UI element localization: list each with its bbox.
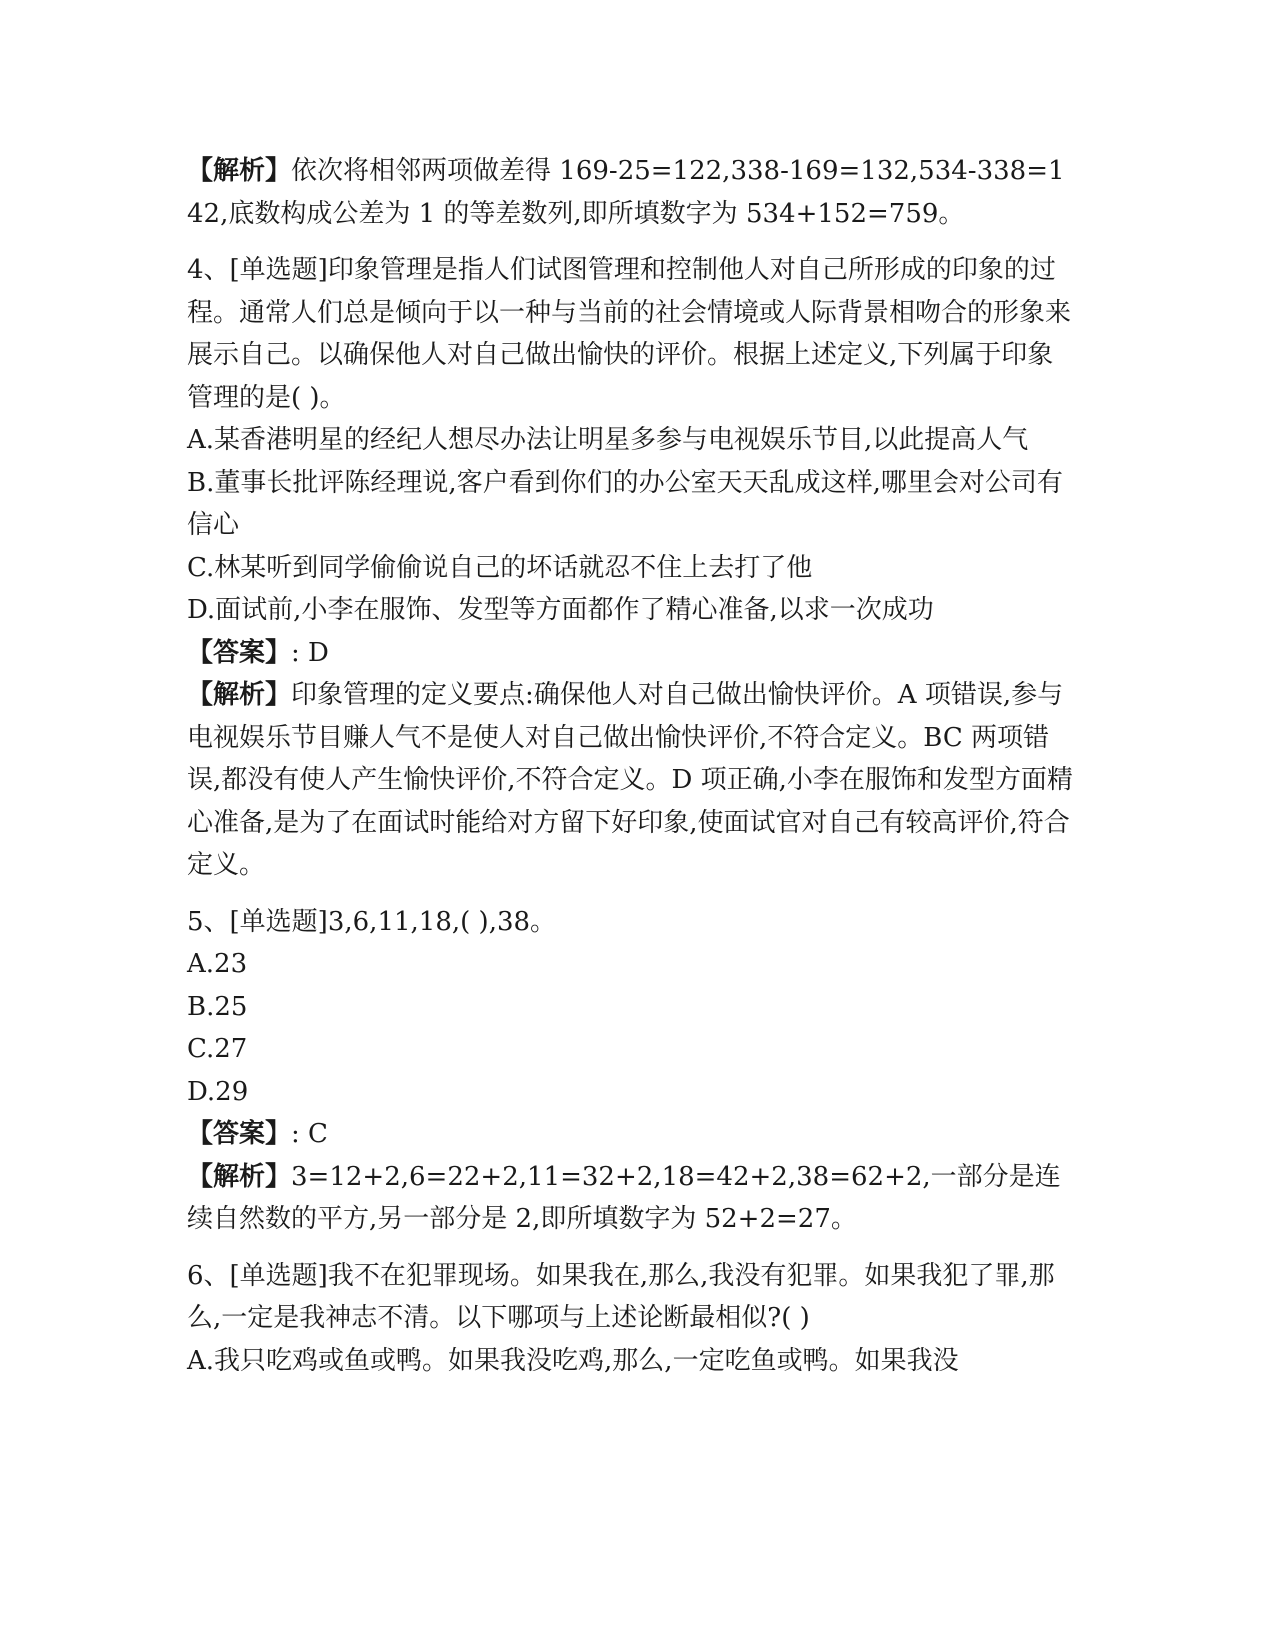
question-4-option-c: C.林某听到同学偷偷说自己的坏话就忍不住上去打了他: [187, 552, 813, 583]
analysis-label: 【解析】: [187, 1161, 292, 1192]
analysis-label: 【解析】: [187, 156, 292, 186]
question-4-option-a: A.某香港明星的经纪人想尽办法让明星多参与电视娱乐节目,以此提高人气: [187, 425, 1029, 455]
spacer: [187, 235, 1077, 249]
question-5-stem: 5、[单选题]3,6,11,18,( ),38。: [187, 906, 557, 937]
analysis-text: 依次将相邻两项做差得 169-25=122,338-169=132,534-338=142,底数构成公差为 1 的等差数列,即所填数字为 534+152=759。: [187, 156, 1065, 229]
analysis-text: 3=12+2,6=22+2,11=32+2,18=42+2,38=62+2,一部分是连续自然数的平方,另一部分是 2,即所填数字为 52+2=27。: [187, 1161, 1061, 1234]
question-4-stem: 4、[单选题]印象管理是指人们试图管理和控制他人对自己所形成的印象的过程。通常人们总是倾向于以一种与当前的社会情境或人际背景相吻合的形象来展示自己。以确保他人对自己做出愉快的评价。根据上述定义,下列属于印象管理的是( )。: [187, 255, 1072, 413]
question-6: [187, 1255, 1077, 1383]
answer-label: 【答案】: [187, 1119, 292, 1149]
answer-text: : D: [291, 637, 329, 668]
question-5-answer: [187, 1113, 1077, 1156]
question-4-option-d: D.面试前,小李在服饰、发型等方面都作了精心准备,以求一次成功: [187, 595, 934, 625]
spacer: [187, 887, 1077, 901]
question-4-answer: [187, 632, 1077, 675]
document-page: [187, 150, 1077, 1382]
question-5-option-d: D.29: [187, 1076, 249, 1107]
question-6-option-a: A.我只吃鸡或鱼或鸭。如果我没吃鸡,那么,一定吃鱼或鸭。如果我没: [187, 1345, 959, 1376]
question-5-analysis: [187, 1156, 1077, 1241]
answer-text: : C: [291, 1119, 328, 1149]
question-4: [187, 249, 1077, 887]
analysis-text: 印象管理的定义要点:确保他人对自己做出愉快评价。A 项错误,参与电视娱乐节目赚人气不是使人对自己做出愉快评价,不符合定义。BC 两项错误,都没有使人产生愉快评价,不符合定义。D 项正确,小李在服饰和发型方面精心准备,是为了在面试时能给对方留下好印象,使面试官对自己有较高评价,符合定义。: [187, 680, 1073, 880]
question-4-analysis: [187, 674, 1077, 887]
answer-label: 【答案】: [187, 637, 292, 668]
question-4-option-b: B.董事长批评陈经理说,客户看到你们的办公室天天乱成这样,哪里会对公司有信心: [187, 467, 1063, 540]
question-6-stem: 6、[单选题]我不在犯罪现场。如果我在,那么,我没有犯罪。如果我犯了罪,那么,一定是我神志不清。以下哪项与上述论断最相似?( ): [187, 1260, 1055, 1333]
analysis-label: 【解析】: [187, 680, 292, 710]
question-5-option-b: B.25: [187, 991, 248, 1022]
question-5: [187, 901, 1077, 1241]
question-5-option-a: A.23: [187, 949, 248, 979]
question-5-option-c: C.27: [187, 1034, 248, 1064]
top-analysis: [187, 150, 1077, 235]
spacer: [187, 1241, 1077, 1255]
